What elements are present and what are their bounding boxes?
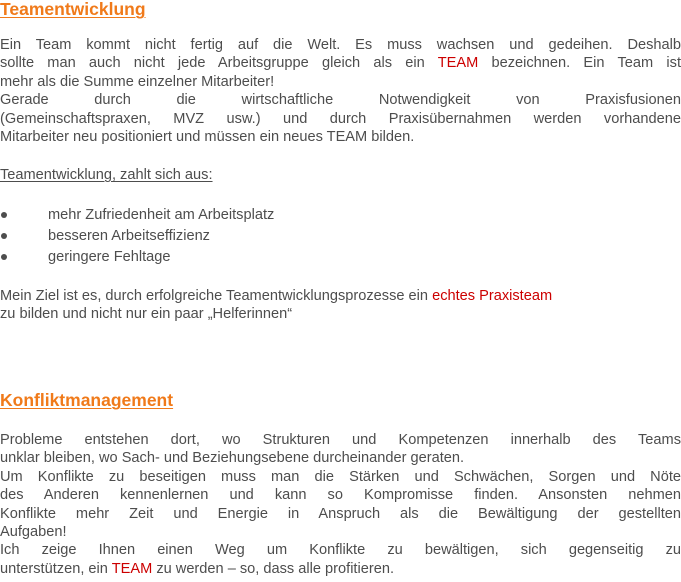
team-intro-paragraph [0, 36, 681, 146]
list-item: besseren Arbeitseffizienz [0, 226, 274, 247]
conflict-line-1: Probleme entstehen dort, wo Strukturen und Kompetenzen innerhalb des Teams [0, 432, 681, 448]
goal-line-1: Mein Ziel ist es, durch erfolgreiche Teamentwicklungsprozesse ein echtes Praxisteam [0, 288, 553, 304]
conflict-paragraph [0, 431, 681, 578]
bullet-icon [1, 254, 7, 260]
conflict-line-2: unklar bleiben, wo Sach- und Beziehungsebene durcheinander geraten. [0, 450, 465, 467]
benefits-list [0, 205, 274, 268]
conflict-line-6: Aufgaben! [0, 524, 67, 541]
conflict-line-7: Ich zeige Ihnen einen Weg um Konflikte zu bewältigen, sich gegenseitig zu [0, 542, 681, 559]
bullet-icon [1, 233, 7, 239]
list-item: geringere Fehltage [0, 247, 274, 268]
praxisteam-highlight: echtes Praxisteam [432, 288, 553, 304]
intro-line-1: Ein Team kommt nicht fertig auf die Welt. Es muss wachsen und gedeihen. Deshalb [0, 37, 681, 53]
intro-line-3: mehr als die Summe einzelner Mitarbeiter! [0, 73, 275, 90]
intro-line-6: Mitarbeiter neu positioniert und müssen ein neues TEAM bilden. [0, 129, 415, 146]
bullet-icon [1, 212, 7, 218]
conflict-line-4: des Anderen kennenlernen und kann so Kompromisse finden. Ansonsten nehmen [0, 487, 681, 504]
team-highlight: TEAM [437, 55, 479, 72]
goal-line-2: zu bilden und nicht nur ein paar „Helferinnen“ [0, 306, 293, 323]
team-highlight-2: TEAM [111, 560, 153, 577]
intro-line-2: sollte man auch nicht jede Arbeitsgruppe gleich als ein TEAM bezeichnen. Ein Team ist [0, 55, 681, 72]
conflict-line-3: Um Konflikte zu beseitigen muss man die Stärken und Schwächen, Sorgen und Nöte [0, 468, 681, 485]
conflict-line-5: Konflikte mehr Zeit und Energie in Anspruch als die Bewältigung der gestellten [0, 505, 681, 522]
conflict-line-8: unterstützen, ein TEAM zu werden – so, dass alle profitieren. [0, 560, 394, 577]
benefits-heading: Teamentwicklung, zahlt sich aus: [0, 167, 213, 183]
goal-paragraph [0, 287, 681, 324]
intro-line-5: (Gemeinschaftspraxen, MVZ usw.) und durch Praxisübernahmen werden vorhandene [0, 110, 681, 127]
teamentwicklung-heading[interactable]: Teamentwicklung [0, 0, 146, 19]
list-item: mehr Zufriedenheit am Arbeitsplatz [0, 205, 274, 226]
intro-line-4: Gerade durch die wirtschaftliche Notwendigkeit von Praxisfusionen [0, 92, 681, 109]
konfliktmanagement-heading[interactable]: Konfliktmanagement [0, 390, 174, 410]
